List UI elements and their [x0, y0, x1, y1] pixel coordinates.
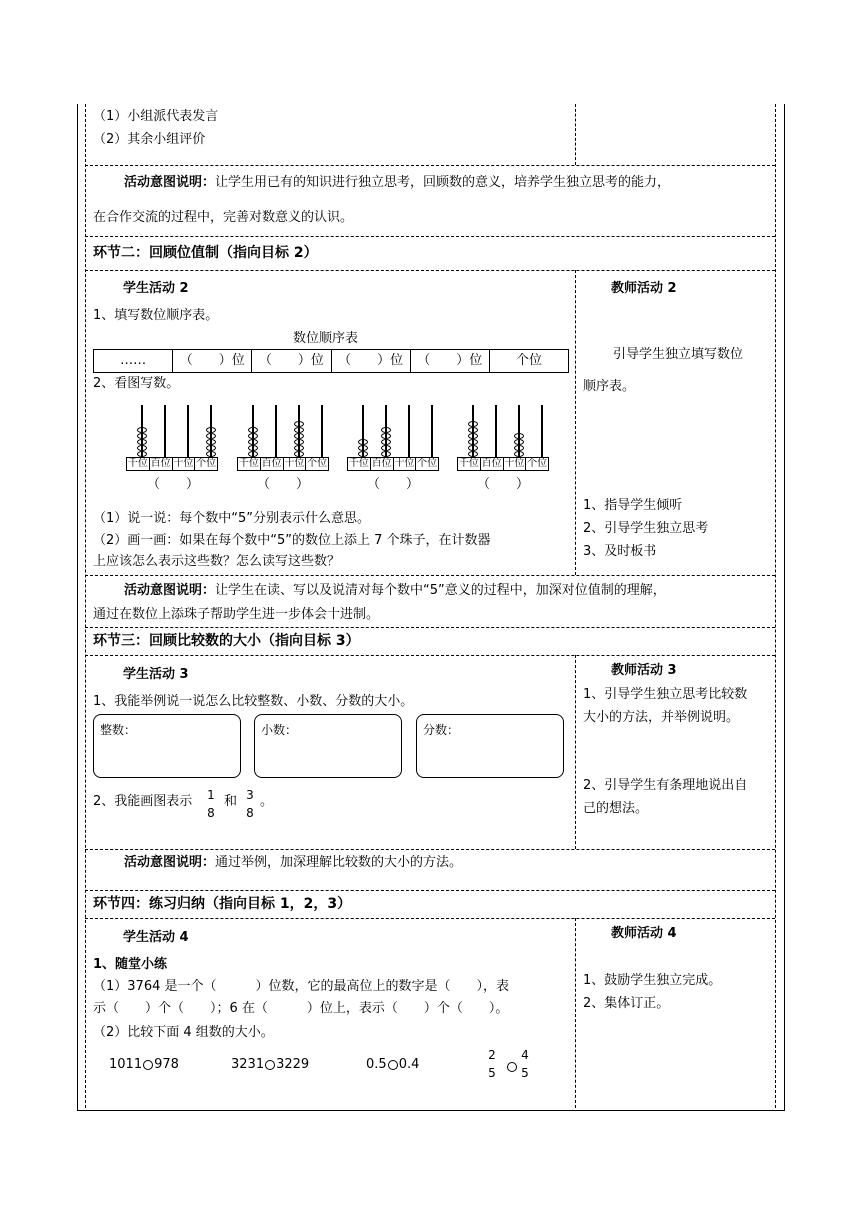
place-label: 十位: [173, 458, 194, 469]
number: 978: [154, 1057, 179, 1072]
abacus-rod: [321, 405, 323, 457]
fraction-bar: [243, 803, 257, 805]
abacus-rod: [431, 405, 433, 457]
place-label: 百位: [481, 458, 502, 469]
abacus-rod: [164, 405, 166, 457]
intent-label: 活动意图说明：: [124, 175, 216, 190]
intent-paragraph: [124, 582, 666, 600]
table-cell: （ ）位: [332, 350, 411, 372]
table-cell: 个位: [515, 353, 542, 368]
box-label: 小数：: [261, 723, 298, 737]
box-label: 整数：: [100, 723, 137, 737]
row-divider: [85, 849, 775, 850]
fraction-bar: [485, 1063, 499, 1065]
subheading: 1、随堂小练: [93, 957, 168, 972]
section-title: 环节二：回顾位值制（指向目标 2）: [93, 245, 318, 261]
student-activity-title: 学生活动 2: [123, 281, 189, 296]
place-label: 千位: [458, 458, 479, 469]
compare-circle-icon: [265, 1060, 275, 1070]
row-divider: [85, 165, 775, 166]
comparison-item: [231, 1056, 309, 1074]
teacher-activity-title: 教师活动 3: [611, 663, 677, 678]
teacher-activity-title: 教师活动 4: [611, 926, 677, 941]
column-divider: [775, 104, 776, 1108]
abacus-rod: [408, 405, 410, 457]
row-divider: [85, 890, 775, 891]
place-value-table: [93, 349, 569, 373]
column-divider: [575, 918, 576, 1108]
question-text: （2）画一画：如果在每个数中“5”的数位上添上 7 个珠子，在计数器: [93, 533, 491, 548]
section-title: 环节三：回顾比较数的大小（指向目标 3）: [93, 633, 360, 649]
table-cell: （ ）位: [252, 350, 331, 372]
teacher-item: 2、集体订正。: [583, 996, 670, 1011]
place-label: 千位: [238, 458, 259, 469]
place-label: 十位: [504, 458, 525, 469]
abacus: [126, 405, 218, 473]
fraction-two-fifths: [485, 1048, 499, 1080]
intent-text: 让学生用已有的知识进行独立思考，回顾数的意义，培养学生独立思考的能力，: [215, 175, 671, 190]
denominator: 8: [207, 806, 215, 820]
abacus: [347, 405, 439, 473]
teacher-item: 3、及时板书: [583, 544, 657, 559]
compare-circle-icon: [507, 1062, 517, 1072]
number: 0.4: [398, 1057, 420, 1072]
abacus-labels: [126, 457, 218, 471]
teacher-text: 顺序表。: [583, 379, 636, 394]
answer-blank: （ ）: [147, 477, 200, 492]
row-divider: [85, 918, 775, 919]
numerator: 1: [207, 788, 215, 802]
abacus-labels: [347, 457, 439, 471]
numerator: 3: [246, 788, 254, 802]
task-text: 2、看图写数。: [93, 376, 180, 391]
box-label: 分数：: [423, 723, 460, 737]
place-label: 个位: [527, 458, 548, 469]
integer-box: [93, 714, 241, 778]
intent-text: 在合作交流的过程中，完善对数意义的认识。: [93, 210, 354, 225]
row-divider: [85, 655, 775, 656]
denominator: 5: [521, 1066, 529, 1080]
student-activity-title: 学生活动 3: [123, 667, 189, 682]
row-divider: [85, 575, 775, 576]
answer-blank: （ ）: [257, 477, 310, 492]
task-text: 1、我能举例说一说怎么比较整数、小数、分数的大小。: [93, 694, 414, 709]
section-title: 环节四：练习归纳（指向目标 1，2，3）: [93, 896, 352, 912]
intent-paragraph: [124, 854, 462, 872]
column-divider: [85, 104, 86, 1108]
abacus-rod: [541, 405, 543, 457]
teacher-activity-title: 教师活动 2: [611, 281, 677, 296]
column-divider: [575, 270, 576, 575]
teacher-text: 己的想法。: [583, 801, 649, 816]
place-label: 十位: [394, 458, 415, 469]
question-text: 示（ ）个（ ）；6 在（ ）位上，表示（ ）个（ ）。: [93, 1001, 509, 1016]
abacus: [457, 405, 549, 473]
table-caption: 数位顺序表: [293, 331, 359, 346]
numerator: 2: [488, 1048, 496, 1062]
numerator: 4: [521, 1048, 529, 1062]
number: 1011: [109, 1057, 143, 1072]
row-divider: [85, 270, 775, 271]
fraction-one-eighth: [204, 788, 218, 820]
column-divider: [575, 655, 576, 849]
place-label: 十位: [284, 458, 305, 469]
question-text: （2）比较下面 4 组数的大小。: [93, 1025, 274, 1040]
teacher-item: 2、引导学生独立思考: [583, 521, 709, 536]
row-divider: [85, 627, 775, 628]
place-label: 个位: [307, 458, 328, 469]
comparison-item: [109, 1056, 179, 1074]
denominator: 8: [246, 806, 254, 820]
table-cell: ……: [94, 350, 173, 372]
table-cell: （ ）位: [173, 350, 252, 372]
step-line: （1）小组派代表发言: [93, 109, 219, 124]
teacher-item: 1、指导学生倾听: [583, 498, 683, 513]
number: 3229: [276, 1057, 310, 1072]
intent-text: 通过在数位上添珠子帮助学生进一步体会十进制。: [93, 607, 380, 622]
intent-text: 让学生在读、写以及说清对每个数中“5”意义的过程中，加深对位值制的理解，: [215, 583, 666, 598]
abacus-labels: [237, 457, 329, 471]
intent-label: 活动意图说明：: [124, 855, 216, 870]
place-label: 千位: [348, 458, 369, 469]
teacher-text: 1、引导学生独立思考比较数: [583, 687, 748, 702]
teacher-text: 大小的方法，并举例说明。: [583, 710, 740, 725]
and-text: 和: [224, 794, 238, 809]
question-text: （1）3764 是一个（ ）位数，它的最高位上的数字是（ ），表: [93, 979, 509, 994]
question-text: 上应该怎么表示这些数？怎么读写这些数？: [93, 554, 341, 569]
abacus-rod: [187, 405, 189, 457]
fraction-box: [416, 714, 564, 778]
comparison-item: [366, 1056, 419, 1074]
denominator: 5: [488, 1066, 496, 1080]
abacus: [237, 405, 329, 473]
compare-circle-icon: [388, 1060, 398, 1070]
question-text: （1）说一说：每个数中“5”分别表示什么意思。: [93, 511, 371, 526]
fraction-four-fifths: [518, 1048, 532, 1080]
task-text: 2、我能画图表示: [93, 794, 193, 809]
column-divider: [575, 104, 576, 165]
number: 3231: [231, 1057, 265, 1072]
abacus-labels: [457, 457, 549, 471]
place-label: 百位: [371, 458, 392, 469]
place-label: 百位: [261, 458, 282, 469]
period: 。: [260, 794, 274, 809]
place-label: 个位: [417, 458, 438, 469]
fraction-bar: [204, 803, 218, 805]
intent-text: 通过举例，加深理解比较数的大小的方法。: [215, 855, 463, 870]
row-divider: [85, 236, 775, 237]
number: 0.5: [366, 1057, 387, 1072]
place-label: 百位: [150, 458, 171, 469]
fraction-bar: [518, 1063, 532, 1065]
compare-circle-icon: [143, 1060, 153, 1070]
place-label: 千位: [127, 458, 148, 469]
task-text: 1、填写数位顺序表。: [93, 308, 219, 323]
answer-blank: （ ）: [367, 477, 420, 492]
intent-label: 活动意图说明：: [124, 583, 216, 598]
decimal-box: [254, 714, 402, 778]
abacus-rod: [275, 405, 277, 457]
teacher-text: 引导学生独立填写数位: [613, 347, 744, 362]
teacher-text: 2、引导学生有条理地说出自: [583, 778, 748, 793]
table-cell: （ ）位: [411, 350, 490, 372]
answer-blank: （ ）: [477, 477, 530, 492]
student-activity-title: 学生活动 4: [123, 930, 189, 945]
abacus-rod: [495, 405, 497, 457]
step-line: （2）其余小组评价: [93, 132, 206, 147]
intent-paragraph: [124, 174, 670, 192]
fraction-three-eighths: [243, 788, 257, 820]
teacher-item: 1、鼓励学生独立完成。: [583, 973, 722, 988]
place-label: 个位: [196, 458, 217, 469]
